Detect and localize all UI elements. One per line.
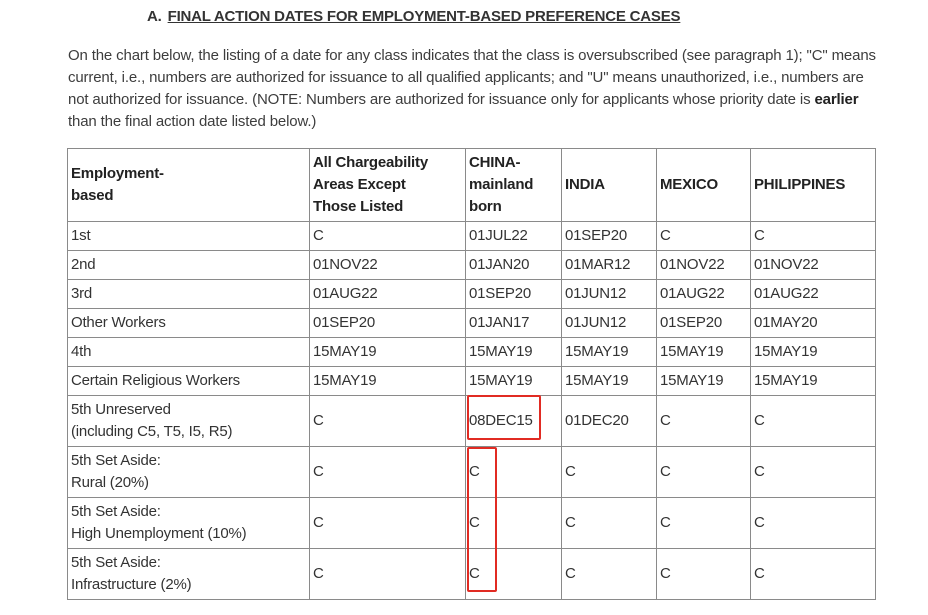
mexico-cell: C bbox=[657, 222, 751, 251]
table-row bbox=[68, 367, 876, 396]
mexico-cell: 15MAY19 bbox=[657, 367, 751, 396]
india-cell: 01SEP20 bbox=[562, 222, 657, 251]
mexico-cell: C bbox=[657, 447, 751, 498]
all-areas-cell: 01AUG22 bbox=[310, 280, 466, 309]
category-cell: 5th Set Aside: High Unemployment (10%) bbox=[68, 498, 310, 549]
china-cell: 01JAN20 bbox=[466, 251, 562, 280]
category-cell: 1st bbox=[68, 222, 310, 251]
india-cell: 01JUN12 bbox=[562, 280, 657, 309]
all-areas-cell: C bbox=[310, 549, 466, 600]
header-philippines: PHILIPPINES bbox=[751, 149, 876, 222]
philippines-cell: C bbox=[751, 549, 876, 600]
india-cell: 01JUN12 bbox=[562, 309, 657, 338]
philippines-cell: 15MAY19 bbox=[751, 338, 876, 367]
table-row bbox=[68, 549, 876, 600]
china-cell: 15MAY19 bbox=[466, 367, 562, 396]
intro-paragraph bbox=[68, 45, 878, 133]
mexico-cell: 01SEP20 bbox=[657, 309, 751, 338]
china-cell: 01JUL22 bbox=[466, 222, 562, 251]
table-row bbox=[68, 338, 876, 367]
all-areas-cell: C bbox=[310, 222, 466, 251]
mexico-cell: 15MAY19 bbox=[657, 338, 751, 367]
category-cell: 5th Unreserved (including C5, T5, I5, R5) bbox=[68, 396, 310, 447]
philippines-cell: 01NOV22 bbox=[751, 251, 876, 280]
mexico-cell: 01NOV22 bbox=[657, 251, 751, 280]
table-row bbox=[68, 309, 876, 338]
india-cell: 15MAY19 bbox=[562, 367, 657, 396]
table-row bbox=[68, 280, 876, 309]
header-mexico: MEXICO bbox=[657, 149, 751, 222]
header-row bbox=[68, 149, 876, 222]
philippines-cell: C bbox=[751, 447, 876, 498]
philippines-cell: 01AUG22 bbox=[751, 280, 876, 309]
all-areas-cell: 01NOV22 bbox=[310, 251, 466, 280]
china-cell: 15MAY19 bbox=[466, 338, 562, 367]
india-cell: C bbox=[562, 549, 657, 600]
intro-text-part1: On the chart below, the listing of a date for any class indicates that the class is oversubscribed (see paragraph 1); "C" means current, i.e., numbers are authorized for issuance to all qualified applicants; and "U" means unauthorized, i.e., numbers are not authorized for issuance. (NOTE: Numbers are authorized for issuance only for applicants whose priority date is bbox=[68, 47, 876, 108]
china-cell: C bbox=[466, 549, 562, 600]
header-india: INDIA bbox=[562, 149, 657, 222]
mexico-cell: C bbox=[657, 396, 751, 447]
intro-text-part2: than the final action date listed below.) bbox=[68, 113, 317, 130]
all-areas-cell: 15MAY19 bbox=[310, 338, 466, 367]
category-cell: 2nd bbox=[68, 251, 310, 280]
section-title: FINAL ACTION DATES FOR EMPLOYMENT-BASED PREFERENCE CASES bbox=[167, 8, 681, 25]
table-row bbox=[68, 447, 876, 498]
india-cell: C bbox=[562, 447, 657, 498]
philippines-cell: 15MAY19 bbox=[751, 367, 876, 396]
category-cell: 5th Set Aside: Rural (20%) bbox=[68, 447, 310, 498]
section-heading bbox=[147, 8, 680, 25]
philippines-cell: C bbox=[751, 396, 876, 447]
philippines-cell: C bbox=[751, 222, 876, 251]
category-cell: 5th Set Aside: Infrastructure (2%) bbox=[68, 549, 310, 600]
philippines-cell: C bbox=[751, 498, 876, 549]
all-areas-cell: C bbox=[310, 498, 466, 549]
intro-bold-word: earlier bbox=[814, 91, 859, 108]
all-areas-cell: 01SEP20 bbox=[310, 309, 466, 338]
india-cell: 01DEC20 bbox=[562, 396, 657, 447]
all-areas-cell: C bbox=[310, 396, 466, 447]
india-cell: C bbox=[562, 498, 657, 549]
category-cell: 3rd bbox=[68, 280, 310, 309]
all-areas-cell: C bbox=[310, 447, 466, 498]
india-cell: 15MAY19 bbox=[562, 338, 657, 367]
mexico-cell: C bbox=[657, 498, 751, 549]
philippines-cell: 01MAY20 bbox=[751, 309, 876, 338]
table-row bbox=[68, 222, 876, 251]
header-china: CHINA- mainland born bbox=[466, 149, 562, 222]
category-cell: Other Workers bbox=[68, 309, 310, 338]
china-cell: 01JAN17 bbox=[466, 309, 562, 338]
china-cell: C bbox=[466, 498, 562, 549]
section-letter: A. bbox=[147, 8, 162, 25]
all-areas-cell: 15MAY19 bbox=[310, 367, 466, 396]
table-row bbox=[68, 498, 876, 549]
mexico-cell: C bbox=[657, 549, 751, 600]
header-all-chargeability: All Chargeability Areas Except Those Listed bbox=[310, 149, 466, 222]
table-row bbox=[68, 251, 876, 280]
india-cell: 01MAR12 bbox=[562, 251, 657, 280]
table-row bbox=[68, 396, 876, 447]
category-cell: Certain Religious Workers bbox=[68, 367, 310, 396]
china-cell: 01SEP20 bbox=[466, 280, 562, 309]
category-cell: 4th bbox=[68, 338, 310, 367]
china-cell: 08DEC15 bbox=[466, 396, 562, 447]
final-action-dates-table bbox=[67, 148, 876, 600]
mexico-cell: 01AUG22 bbox=[657, 280, 751, 309]
china-cell: C bbox=[466, 447, 562, 498]
header-employment-based: Employment- based bbox=[68, 149, 310, 222]
